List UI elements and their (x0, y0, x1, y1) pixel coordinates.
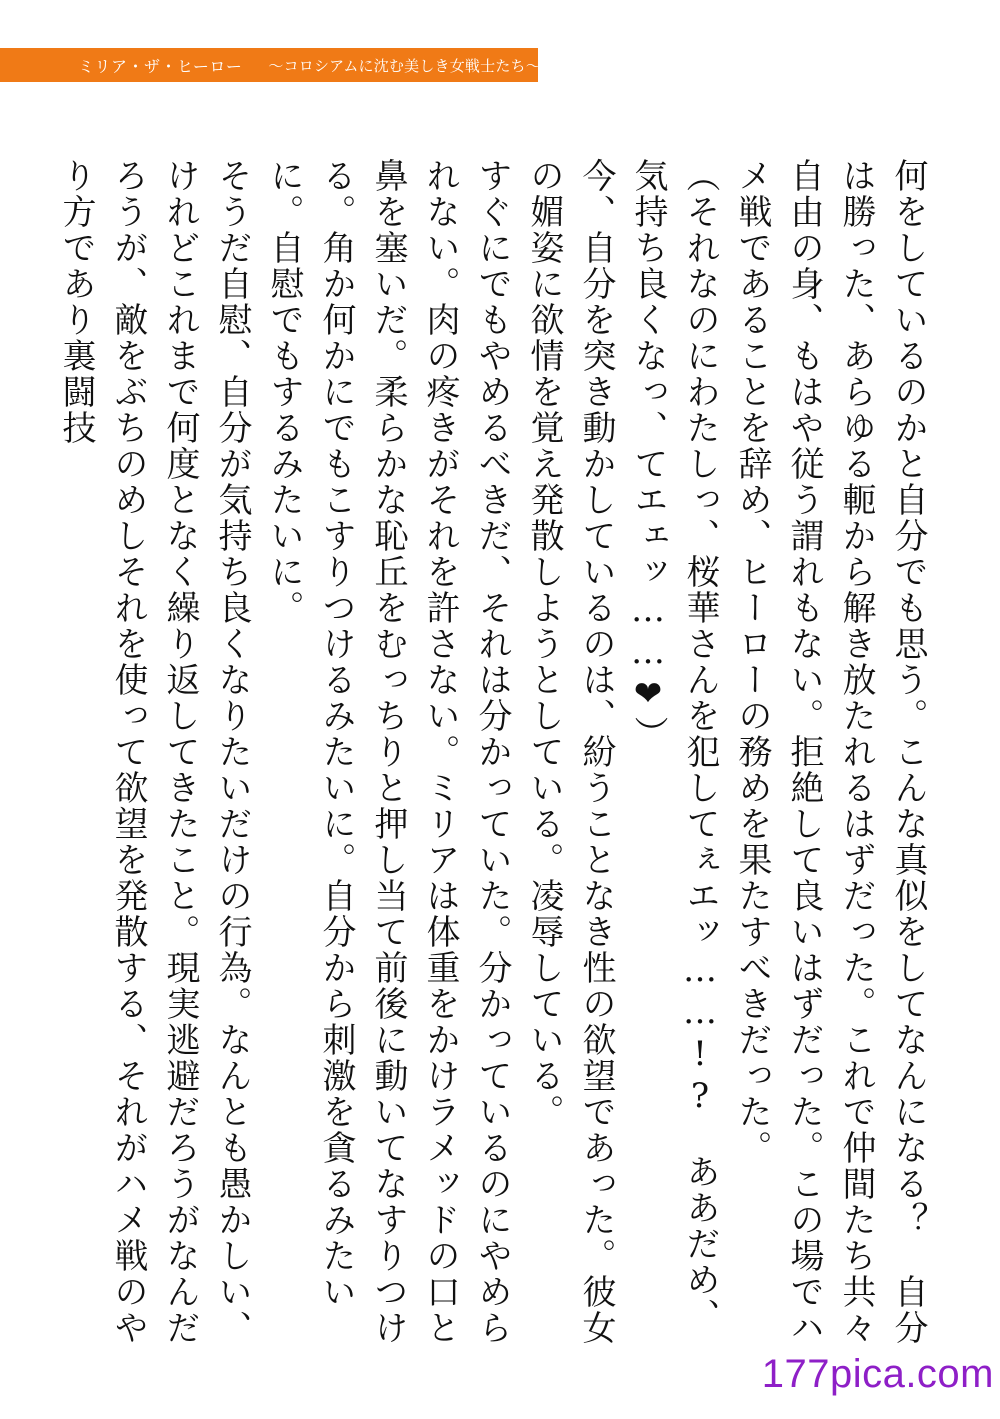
book-subtitle: 〜コロシアムに沈む美しき女戦士たち〜 (268, 56, 541, 75)
paragraph: 何をしているのかと自分でも思う。こんな真似をしてなんになる？ 自分は勝った、あらゆる軛から解き放たれるはずだった。これで仲間たち共々自由の身、もはや従う謂れもない。拒絶して良いはずだった。この場でハメ戦であることを辞め、ヒーローの務めを果たすべきだった。 (732, 158, 928, 1346)
chapter-header-bar (0, 48, 541, 82)
book-title: ミリア・ザ・ヒーロー (78, 56, 243, 76)
paragraph: すぐにでもやめるべきだ、それは分かっていた。分かっているのにやめられない。肉の疼きがそれを許さない。ミリアは体重をかけラメッドの口と鼻を塞いだ。柔らかな恥丘をむっちりと押し当て前後に動いてなすりつける。角か何かにでもこすりつけるみたいに。自分から刺激を貪るみたいに。自慰でもするみたいに。 (264, 158, 512, 1346)
paragraph: 今、自分を突き動かしているのは、紛うことなき性の欲望であった。彼女の媚姿に欲情を覚え発散しようとしている。凌辱している。 (524, 158, 616, 1346)
vertical-body-text (56, 158, 934, 1358)
paragraph: そうだ自慰、自分が気持ち良くなりたいだけの行為。なんとも愚かしい、けれどこれまで何度となく繰り返してきたこと。現実逃避だろうがなんだろうが、敵をぶちのめしそれを使って欲望を発散する、それがハメ戦のやり方であり裏闘技 (56, 158, 252, 1346)
paragraph: （それなのにわたしっ、桜華さんを犯してぇエッ……!? ああだめ、気持ち良くなっ、てエェッ……❤） (628, 158, 720, 1334)
watermark-text: 177pica.com (761, 1352, 994, 1396)
